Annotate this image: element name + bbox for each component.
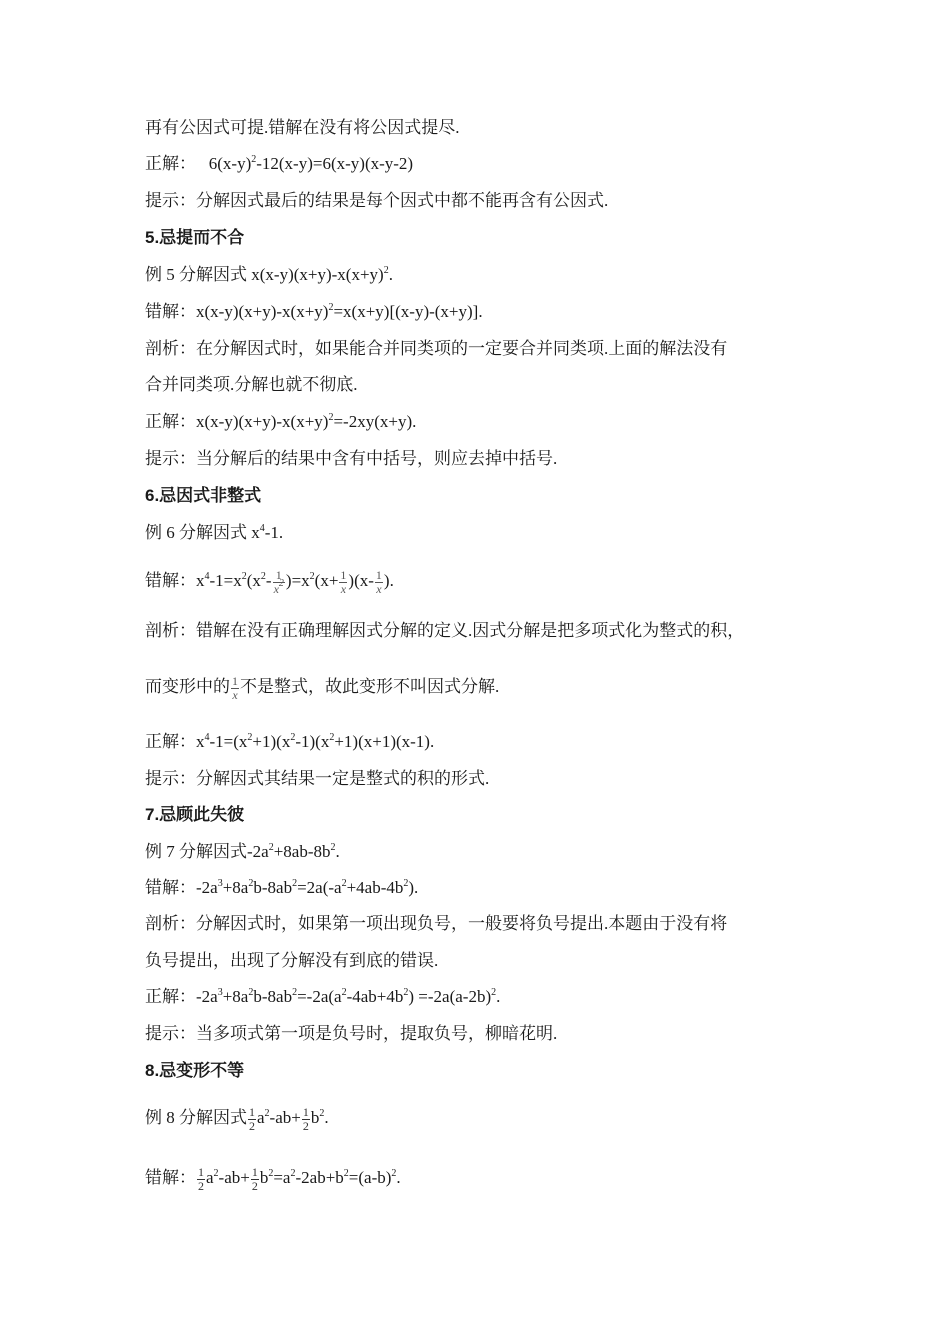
s7-heading: 7.忌顾此失彼 xyxy=(145,805,245,824)
s8-example: 例 8 分解因式 $\frac{1}{2}$ $a^2-ab+$ $\frac{1}{2}$ $b^2$. xyxy=(145,1104,329,1133)
s4-tip: 提示：分解因式最后的结果是每个因式中都不能再含有公因式. xyxy=(145,191,609,210)
s6-example: 例 6 分解因式 $x^4-1$. xyxy=(145,523,284,542)
s5-analysis-2: 合并同类项.分解也就不彻底. xyxy=(145,375,358,394)
s8-heading: 8.忌变形不等 xyxy=(145,1061,245,1080)
s8-wrong: 错解： $\frac{1}{2}$ $a^2-ab+$ $\frac{1}{2}$ $b^2=a^2-2ab+b^2=(a-b)^2$. xyxy=(145,1164,401,1193)
fraction-1-over-x2: $\frac{1}{x^2}$ xyxy=(273,567,284,596)
s6-wrong: 错解：$x^4-1=x^2(x^2-$ $\frac{1}{x^2}$ )$=x^2(x+$ $\frac{1}{x}$ )(x- $\frac{1}{x}$ ). xyxy=(145,567,394,596)
fraction-1-over-2: $\frac{1}{2}$ xyxy=(249,1104,255,1133)
fraction-1-over-x: $\frac{1}{x}$ xyxy=(340,567,347,596)
s4-correct: 正解： $6(x-y)^2-12(x-y)=6(x-y)(x-y-2)$ xyxy=(145,154,414,173)
s5-analysis-1: 剖析：在分解因式时，如果能合并同类项的一定要合并同类项.上面的解法没有 xyxy=(145,339,728,358)
fraction-1-over-2: $\frac{1}{2}$ xyxy=(251,1164,258,1193)
s5-correct: 正解：$x(x-y)(x+y)-x(x+y)^2=-2xy(x+y)$. xyxy=(145,412,417,431)
s7-tip: 提示：当多项式第一项是负号时，提取负号，柳暗花明. xyxy=(145,1024,558,1043)
s5-heading: 5.忌提而不合 xyxy=(145,228,245,247)
s5-example: 例 5 分解因式 $x(x-y)(x+y)-x(x+y)^2$. xyxy=(145,265,393,284)
s6-analysis-2: 而变形中的 $\frac{1}{x}$ 不是整式，故此变形不叫因式分解. xyxy=(145,673,500,702)
s6-analysis-1: 剖析：错解在没有正确理解因式分解的定义.因式分解是把多项式化为整式的积， xyxy=(145,621,745,640)
s7-correct: 正解：$-2a^3+8a^2b-8ab^2=-2a(a^2-4ab+4b^2) =-2a(a-2b)^2$. xyxy=(145,987,501,1006)
s6-heading: 6.忌因式非整式 xyxy=(145,486,262,505)
s7-example: 例 7 分解因式$-2a^2+8ab-8b^2$. xyxy=(145,842,340,861)
s7-analysis-1: 剖析：分解因式时，如果第一项出现负号，一般要将负号提出.本题由于没有将 xyxy=(145,914,728,933)
s5-wrong: 错解：$x(x-y)(x+y)-x(x+y)^2=x(x+y)[(x-y)-(x+y)]$. xyxy=(145,302,483,321)
s5-tip: 提示：当分解后的结果中含有中括号，则应去掉中括号. xyxy=(145,449,558,468)
s6-tip: 提示：分解因式其结果一定是整式的积的形式. xyxy=(145,769,490,788)
fraction-1-over-2: $\frac{1}{2}$ xyxy=(198,1164,204,1193)
fraction-1-over-x: $\frac{1}{x}$ xyxy=(375,567,382,596)
fraction-1-over-x: $\frac{1}{x}$ xyxy=(232,673,238,702)
s4-line1: 再有公因式可提.错解在没有将公因式提尽. xyxy=(145,118,460,137)
s6-correct: 正解：$x^4-1=(x^2+1)(x^2-1)(x^2+1)(x+1)(x-1)$. xyxy=(145,732,435,751)
fraction-1-over-2: $\frac{1}{2}$ xyxy=(302,1104,309,1133)
s7-wrong: 错解：$-2a^3+8a^2b-8ab^2=2a(-a^2+4ab-4b^2)$. xyxy=(145,878,419,897)
s7-analysis-2: 负号提出，出现了分解没有到底的错误. xyxy=(145,951,439,970)
